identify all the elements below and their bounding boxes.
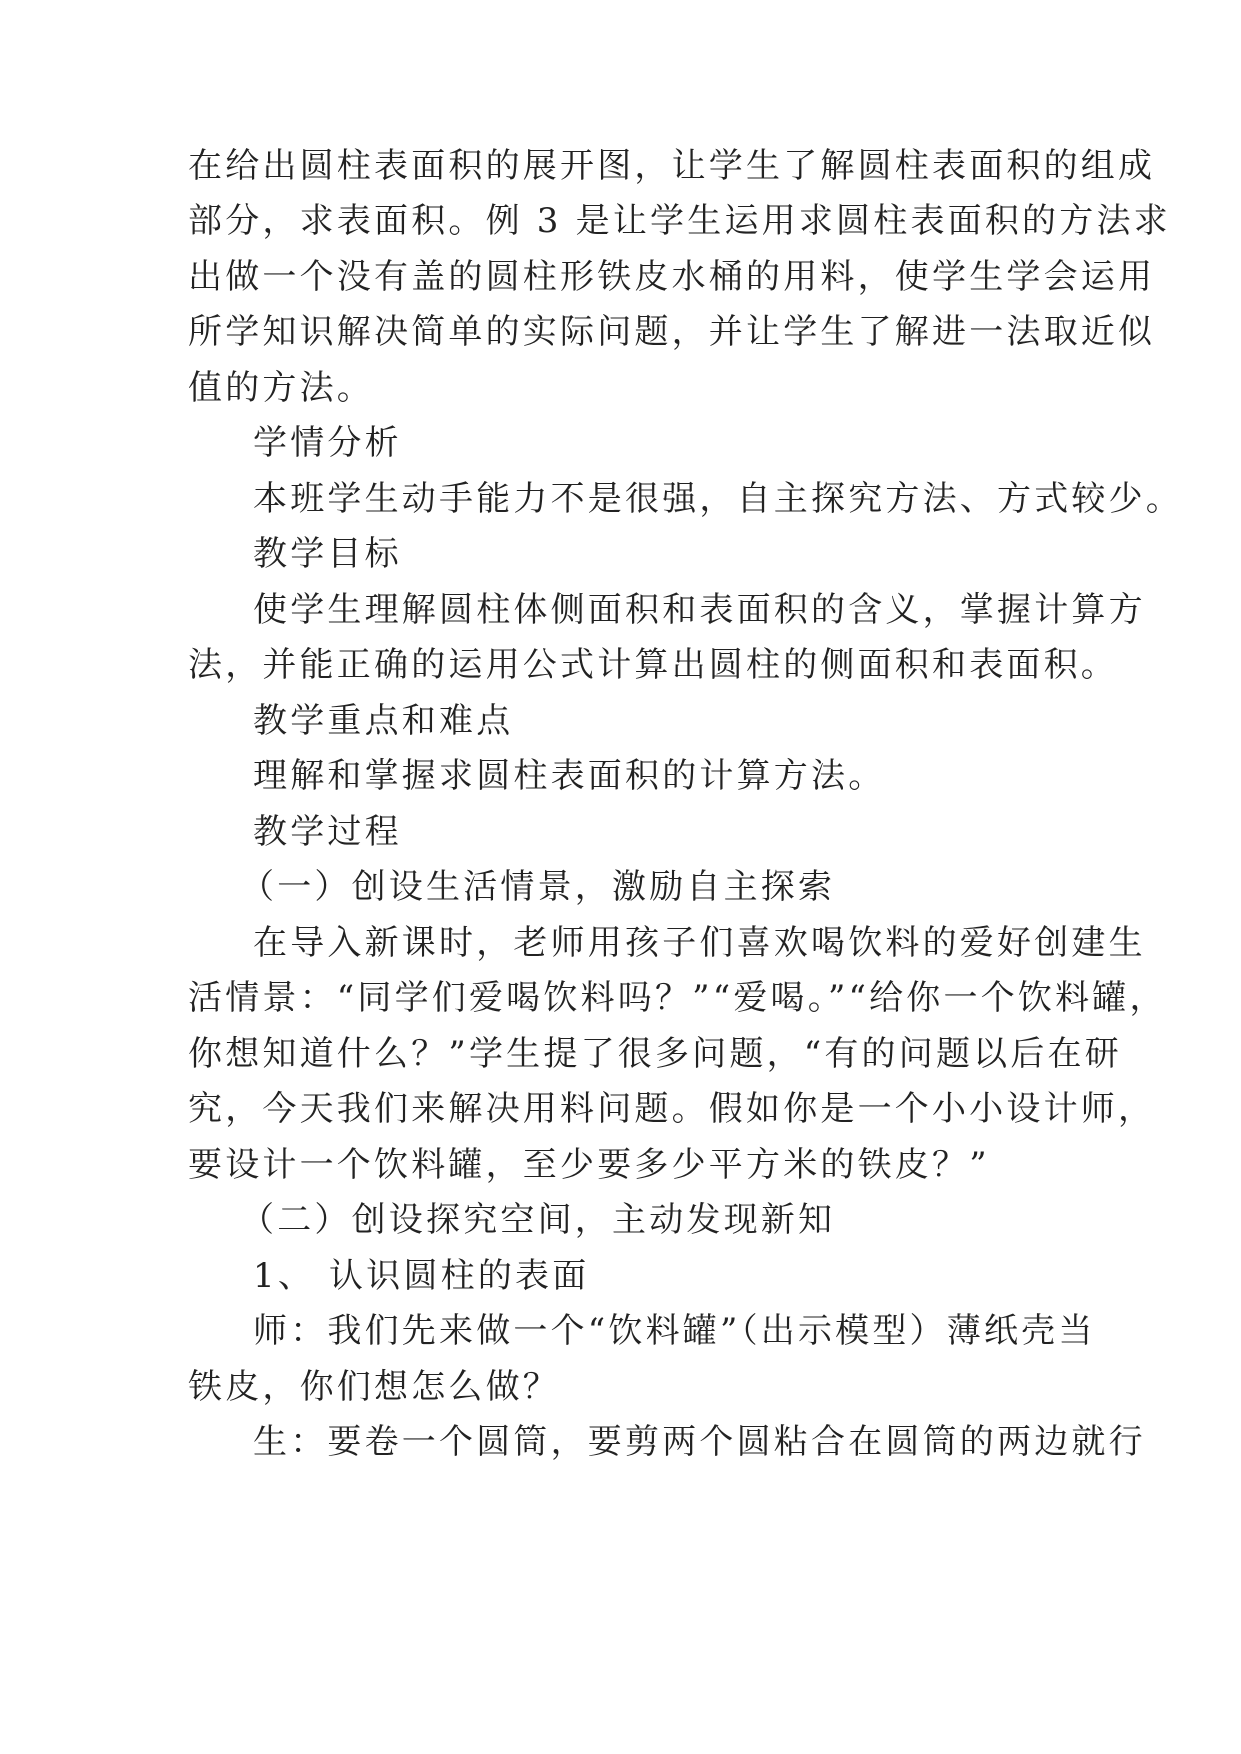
section-heading: 学情分析 <box>253 423 402 463</box>
paragraph-line: 师：我们先来做一个“饮料罐”（出示模型）薄纸壳当 <box>253 1311 1096 1351</box>
paragraph-line: 在给出圆柱表面积的展开图，让学生了解圆柱表面积的组成 <box>188 146 1156 186</box>
section-heading: 教学目标 <box>253 534 402 574</box>
paragraph-line: 出做一个没有盖的圆柱形铁皮水桶的用料，使学生学会运用 <box>188 257 1156 297</box>
section-heading: 教学过程 <box>253 812 402 852</box>
paragraph-line: 法，并能正确的运用公式计算出圆柱的侧面积和表面积。 <box>188 645 1118 685</box>
paragraph-line: 所学知识解决简单的实际问题，并让学生了解进一法取近似 <box>188 312 1156 352</box>
paragraph-line: 活情景：“同学们爱喝饮料吗？”“爱喝。”“给你一个饮料罐， <box>188 978 1167 1018</box>
paragraph-line: 本班学生动手能力不是很强，自主探究方法、方式较少。 <box>253 479 1183 519</box>
section-heading: 教学重点和难点 <box>253 701 514 741</box>
paragraph-line: 生：要卷一个圆筒，要剪两个圆粘合在圆筒的两边就行 <box>253 1422 1146 1462</box>
paragraph-line: 使学生理解圆柱体侧面积和表面积的含义，掌握计算方 <box>253 590 1146 630</box>
subsection-heading: （二）创设探究空间，主动发现新知 <box>240 1200 836 1240</box>
paragraph-line: 值的方法。 <box>188 368 374 408</box>
paragraph-line: 究，今天我们来解决用料问题。假如你是一个小小设计师， <box>188 1089 1156 1129</box>
paragraph-line: 部分，求表面积。例 3 是让学生运用求圆柱表面积的方法求 <box>188 201 1171 241</box>
subsection-heading: （一）创设生活情景，激励自主探索 <box>240 867 836 907</box>
paragraph-line: 铁皮，你们想怎么做？ <box>188 1367 560 1407</box>
paragraph-line: 理解和掌握求圆柱表面积的计算方法。 <box>253 756 886 796</box>
paragraph-line: 在导入新课时，老师用孩子们喜欢喝饮料的爱好创建生 <box>253 923 1146 963</box>
paragraph-line: 要设计一个饮料罐，至少要多少平方米的铁皮？” <box>188 1145 990 1185</box>
paragraph-line: 你想知道什么？”学生提了很多问题，“有的问题以后在研 <box>188 1034 1122 1074</box>
list-item: 1、 认识圆柱的表面 <box>253 1256 590 1296</box>
